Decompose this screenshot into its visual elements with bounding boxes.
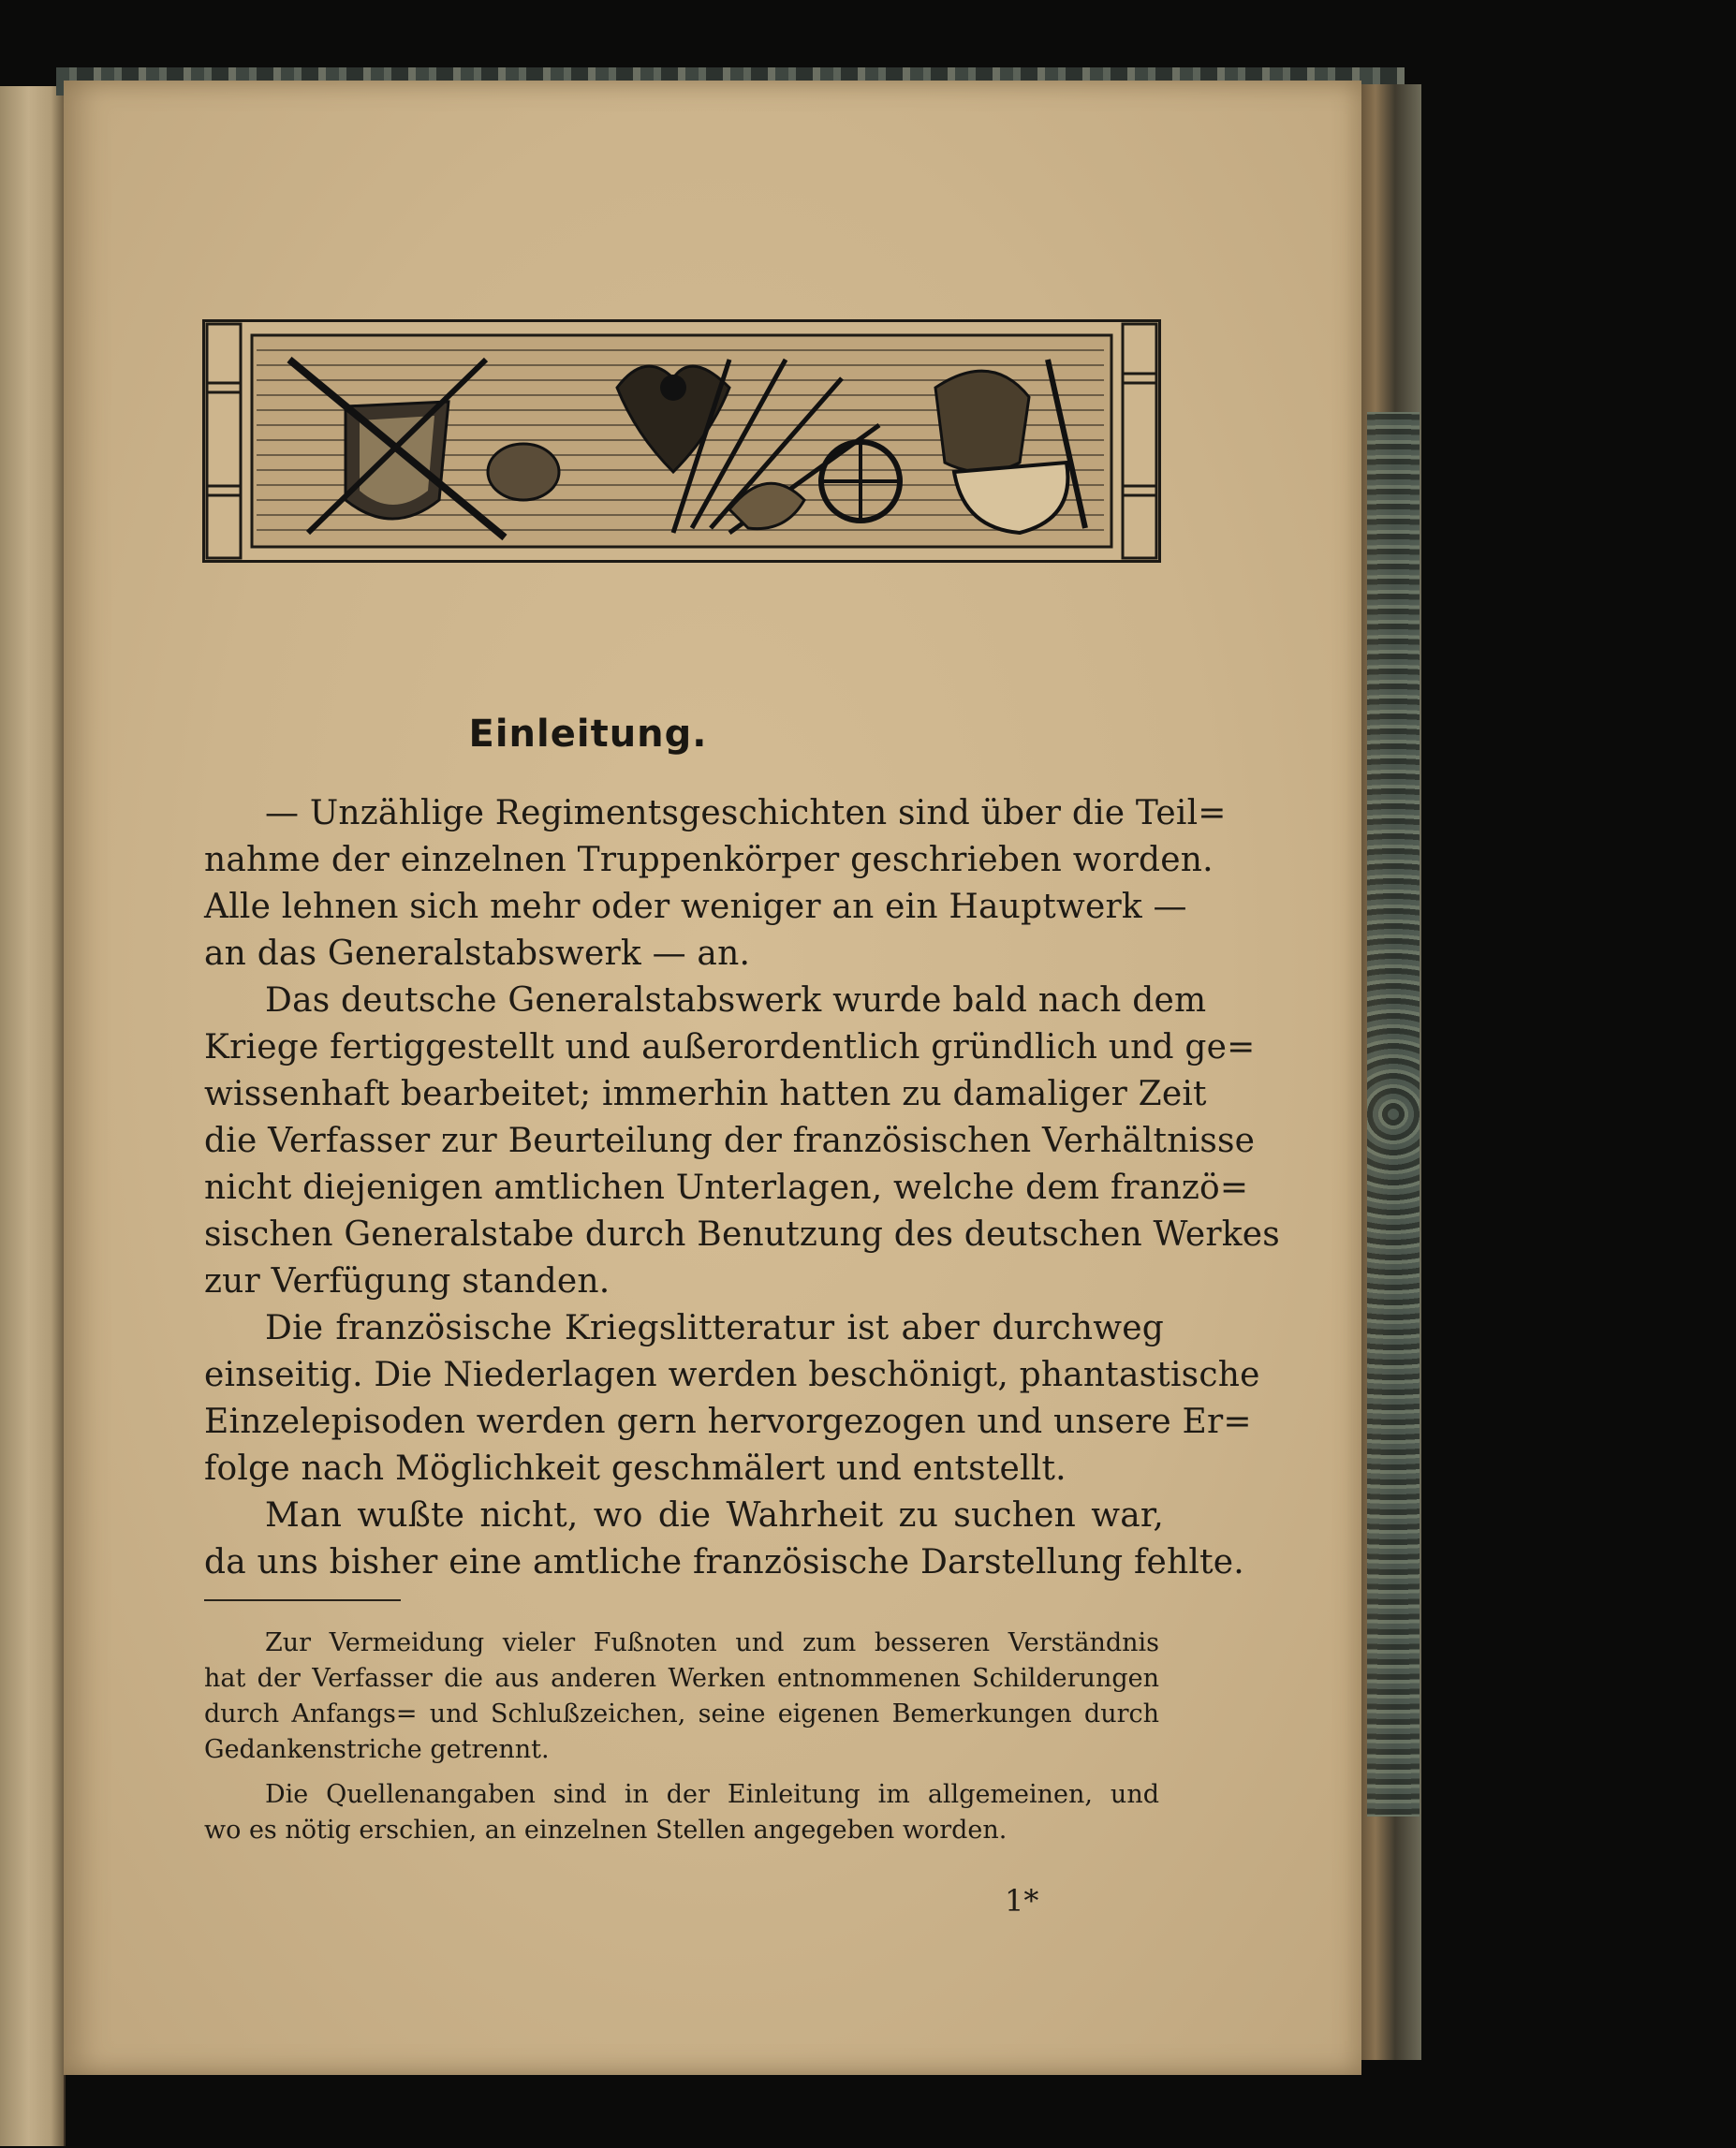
paragraph-1-line-4: an das Generalstabswerk — an. — [204, 934, 751, 973]
paragraph-2-line-5: nicht diejenigen amtlichen Unterlagen, welche dem franzö= — [204, 1169, 1249, 1207]
marbled-cover-pattern — [1367, 412, 1420, 1817]
paragraph-2-line-6: sischen Generalstabe durch Benutzung des deutschen Werkes — [204, 1215, 1280, 1254]
paragraph-3-line-2: einseitig. Die Niederlagen werden beschönigt, phantastische — [204, 1356, 1260, 1394]
footnote-2-line-1: Die Quellenangaben sind in der Einleitung im allgemeinen, und — [265, 1780, 1159, 1809]
paragraph-2-line-2: Kriege fertiggestellt und außerordentlich gründlich und ge= — [204, 1028, 1256, 1067]
chapter-heading: Einleitung. — [468, 713, 708, 756]
paragraph-2-line-1: Das deutsche Generalstabswerk wurde bald nach dem — [265, 981, 1207, 1020]
footnote-2-line-2: wo es nötig erschien, an einzelnen Stellen angegeben worden. — [204, 1816, 1008, 1845]
paragraph-3-line-4: folge nach Möglichkeit geschmälert und entstellt. — [204, 1449, 1067, 1488]
footnote-separator-rule — [204, 1599, 401, 1601]
paragraph-2-line-3: wissenhaft bearbeitet; immerhin hatten zu damaliger Zeit — [204, 1075, 1207, 1113]
trophy-of-arms-icon — [205, 322, 1158, 560]
footnote-1-line-4: Gedankenstriche getrennt. — [204, 1735, 550, 1764]
footnote-1-line-1: Zur Vermeidung vieler Fußnoten und zum besseren Verständnis — [265, 1628, 1159, 1657]
paragraph-3-line-3: Einzelepisoden werden gern hervorgezogen und unsere Er= — [204, 1403, 1252, 1441]
signature-mark: 1* — [1005, 1883, 1039, 1919]
header-vignette-illustration — [202, 319, 1161, 563]
footnote-1-line-2: hat der Verfasser die aus anderen Werken entnommenen Schilderungen — [204, 1664, 1159, 1693]
paragraph-1-line-3: Alle lehnen sich mehr oder weniger an ein Hauptwerk — — [204, 888, 1187, 926]
footnote-1-line-3: durch Anfangs= und Schlußzeichen, seine eigenen Bemerkungen durch — [204, 1699, 1159, 1729]
book-page — [64, 81, 1361, 2075]
paragraph-4-line-2: da uns bisher eine amtliche französische Darstellung fehlte. — [204, 1543, 1244, 1582]
paragraph-3-line-1: Die französische Kriegslitteratur ist aber durchweg — [265, 1309, 1164, 1347]
paragraph-4-line-1: Man wußte nicht, wo die Wahrheit zu suchen war, — [265, 1496, 1164, 1535]
left-page-edge — [0, 86, 66, 2146]
paragraph-2-line-7: zur Verfügung standen. — [204, 1262, 611, 1301]
paragraph-1-line-1: — Unzählige Regimentsgeschichten sind über die Teil= — [265, 794, 1227, 832]
paragraph-2-line-4: die Verfasser zur Beurteilung der französischen Verhältnisse — [204, 1122, 1256, 1160]
paragraph-1-line-2: nahme der einzelnen Truppenkörper geschrieben worden. — [204, 841, 1214, 879]
